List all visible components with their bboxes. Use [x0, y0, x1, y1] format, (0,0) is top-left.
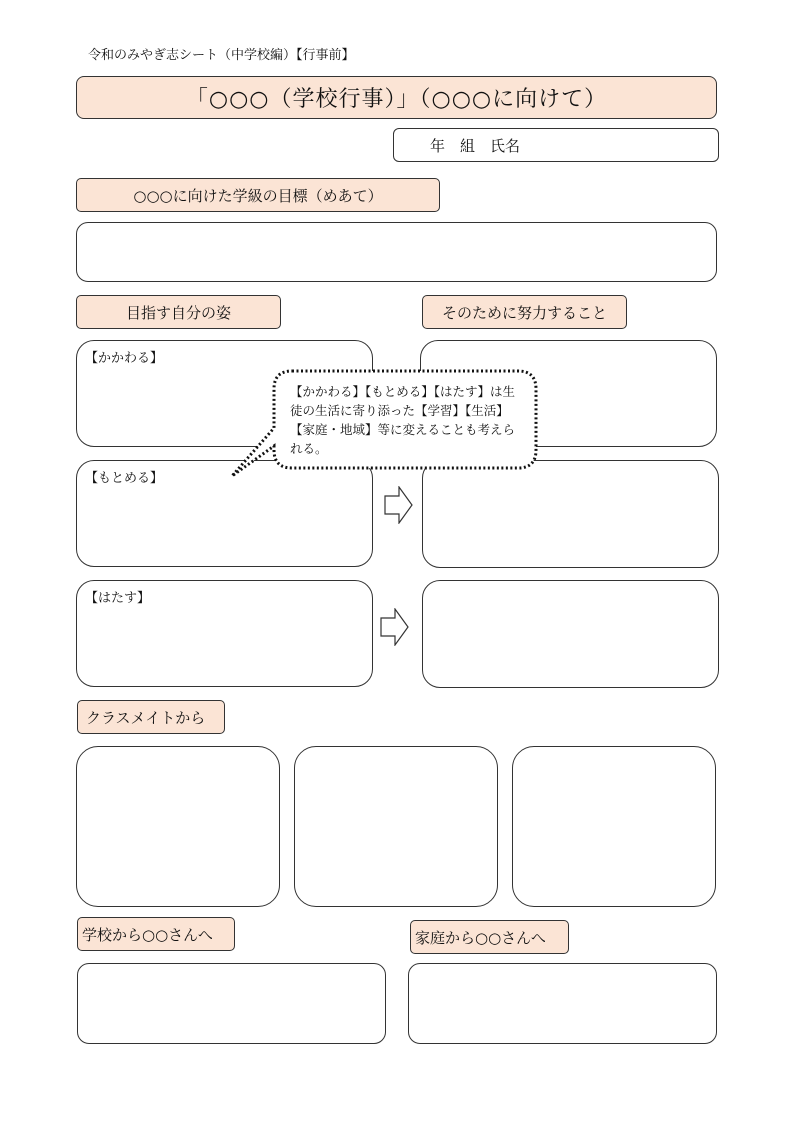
home-message-label-text: 家庭から○○さんへ [415, 928, 546, 947]
classmates-label [77, 700, 225, 734]
callout-line: 【かかわる】【もとめる】【はたす】は生 [290, 384, 516, 399]
effort-label-text: そのために努力すること [441, 303, 607, 322]
hatasu-label: 【はたす】 [85, 591, 151, 606]
kakawaru-label: 【かかわる】 [85, 351, 164, 366]
classmate-box[interactable] [512, 746, 716, 907]
effort-label [422, 295, 627, 329]
right-arrow-icon [384, 486, 414, 524]
callout-line: 【家庭・地域】等に変えることも考えら [290, 422, 516, 437]
goal-box[interactable] [76, 222, 717, 282]
classmate-box[interactable] [294, 746, 498, 907]
self-image-label-text: 目指す自分の姿 [125, 303, 231, 322]
page-title: 「○○○（学校行事）」（○○○に向けて） [185, 87, 608, 112]
school-message-label [77, 917, 235, 951]
hatasu-effort-box[interactable] [422, 580, 719, 688]
classmate-box[interactable] [76, 746, 280, 907]
name-field[interactable] [393, 128, 719, 162]
school-message-box[interactable] [77, 963, 386, 1044]
sheet-caption: 令和のみやぎ志シート（中学校編）【行事前】 [88, 48, 355, 63]
callout-line: れる。 [290, 441, 328, 456]
classmates-label-text: クラスメイトから [86, 708, 206, 727]
right-arrow-icon [380, 608, 410, 646]
motomeru-label: 【もとめる】 [85, 471, 164, 486]
hatasu-box[interactable] [76, 580, 373, 687]
home-message-box[interactable] [408, 963, 717, 1044]
school-message-label-text: 学校から○○さんへ [82, 925, 213, 944]
title-banner [76, 76, 717, 119]
callout-text [290, 382, 515, 458]
name-line-label: 年 組 氏名 [430, 136, 521, 155]
goal-label [76, 178, 440, 212]
self-image-label [76, 295, 281, 329]
goal-label-text: ○○○に向けた学級の目標（めあて） [133, 186, 383, 205]
callout-line: 徒の生活に寄り添った【学習】【生活】 [290, 403, 509, 418]
home-message-label [410, 920, 569, 954]
